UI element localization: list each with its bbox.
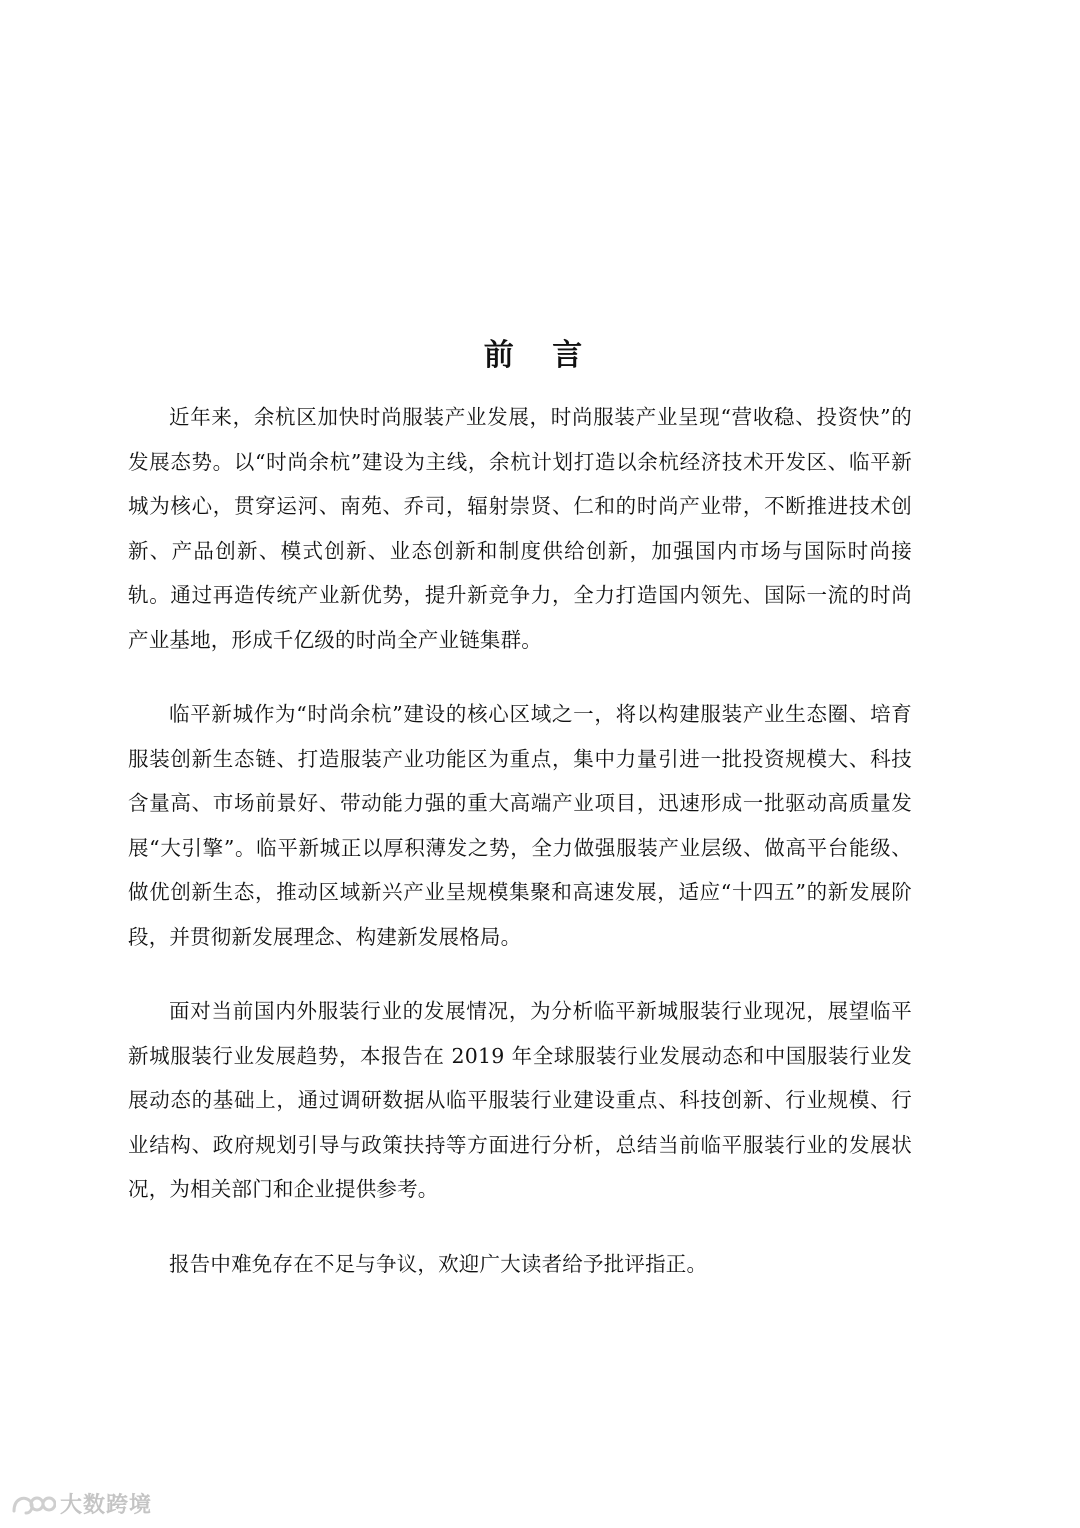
watermark	[10, 1488, 152, 1519]
paragraph-4: 报告中难免存在不足与争议，欢迎广大读者给予批评指正。	[169, 1251, 708, 1276]
paragraph-3: 面对当前国内外服装行业的发展情况，为分析临平新城服装行业现况，展望临平新城服装行业发展趋势，本报告在 2019 年全球服装行业发展动态和中国服装行业发展动态的基础上，通过调研数据从临平服装行业建设重点、科技创新、行业规模、行业结构、政府规划引导与政策扶持等方面进行分析，总结当前临平服装行业的发展状况，为相关部门和企业提供参考。	[128, 999, 912, 1201]
paragraph-1: 近年来，余杭区加快时尚服装产业发展，时尚服装产业呈现“营收稳、投资快”的发展态势。以“时尚余杭”建设为主线，余杭计划打造以余杭经济技术开发区、临平新城为核心，贯穿运河、南苑、乔司，辐射崇贤、仁和的时尚产业带，不断推进技术创新、产品创新、模式创新、业态创新和制度供给创新，加强国内市场与国际时尚接轨。通过再造传统产业新优势，提升新竞争力，全力打造国内领先、国际一流的时尚产业基地，形成千亿级的时尚全产业链集群。	[128, 405, 912, 652]
page-title: 前 言	[483, 338, 597, 373]
brand-logo-icon	[10, 1489, 56, 1519]
paragraph-2: 临平新城作为“时尚余杭”建设的核心区域之一，将以构建服装产业生态圈、培育服装创新生态链、打造服装产业功能区为重点，集中力量引进一批投资规模大、科技含量高、市场前景好、带动能力强的重大高端产业项目，迅速形成一批驱动高质量发展“大引擎”。临平新城正以厚积薄发之势，全力做强服装产业层级、做高平台能级、做优创新生态，推动区域新兴产业呈规模集聚和高速发展，适应“十四五”的新发展阶段，并贯彻新发展理念、构建新发展格局。	[128, 702, 912, 949]
document-body	[128, 395, 912, 1316]
watermark-text: 大数跨境	[60, 1493, 153, 1518]
